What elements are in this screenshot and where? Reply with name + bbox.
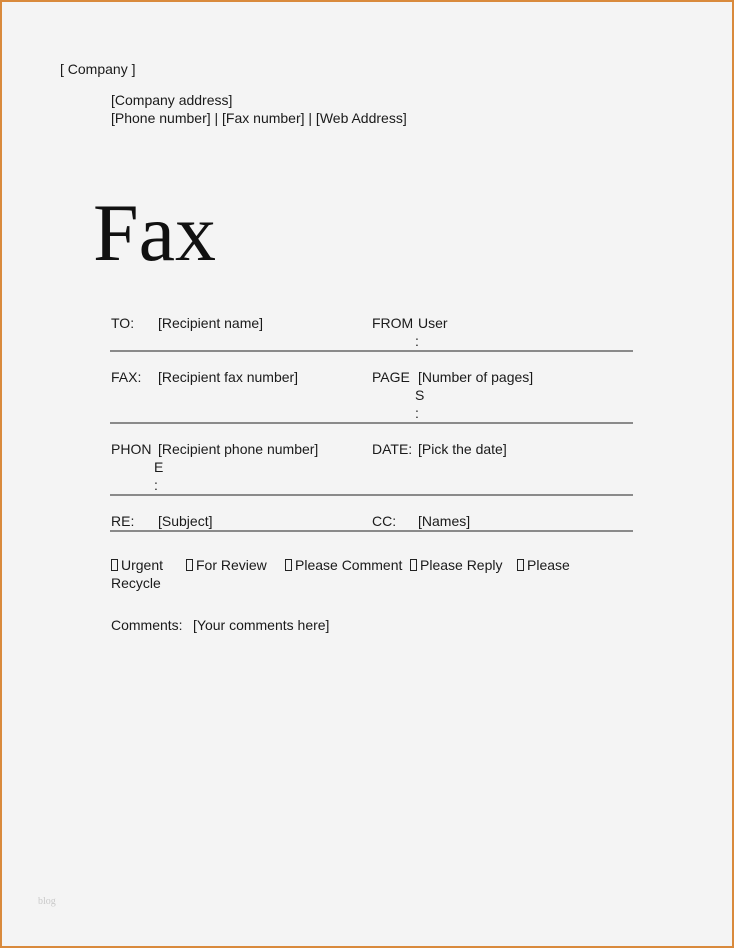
re-value[interactable]: [Subject] [158, 513, 213, 529]
company-name: [ Company ] [60, 61, 136, 77]
phone-label-line1: PHON [111, 441, 152, 457]
pages-value[interactable]: [Number of pages] [418, 369, 534, 385]
checkbox-please-recycle-label-line2: Recycle [111, 575, 161, 591]
checkbox-urgent[interactable] [111, 556, 163, 574]
fax-value[interactable]: [Recipient fax number] [158, 369, 299, 385]
from-label-colon: : [415, 333, 419, 349]
divider-rule [110, 350, 633, 352]
phone-value[interactable]: [Recipient phone number] [158, 441, 319, 457]
divider-rule [110, 530, 633, 532]
checkbox-icon[interactable] [517, 559, 524, 571]
cc-value[interactable]: [Names] [418, 513, 471, 529]
phone-label-colon: : [154, 477, 158, 493]
checkbox-icon[interactable] [186, 559, 193, 571]
divider-rule [110, 422, 633, 424]
checkbox-please-reply[interactable] [410, 556, 503, 574]
checkbox-icon[interactable] [410, 559, 417, 571]
checkbox-icon[interactable] [111, 559, 118, 571]
date-value[interactable]: [Pick the date] [418, 441, 507, 457]
company-address: [Company address] [111, 92, 233, 108]
checkbox-please-recycle[interactable] [517, 556, 570, 574]
pages-label-line1: PAGE [372, 369, 410, 385]
watermark: blog [38, 896, 56, 907]
cc-label: CC: [372, 513, 397, 529]
checkbox-for-review[interactable] [186, 556, 267, 574]
fax-label: FAX: [111, 369, 142, 385]
checkbox-please-recycle-label-line1: Please [527, 557, 570, 573]
comments-label: Comments: [111, 617, 183, 633]
checkbox-please-comment[interactable] [285, 556, 402, 574]
re-label: RE: [111, 513, 135, 529]
checkbox-please-reply-label: Please Reply [420, 557, 503, 573]
company-contact-line: [Phone number] | [Fax number] | [Web Address] [111, 110, 407, 126]
checkbox-icon[interactable] [285, 559, 292, 571]
pages-label-colon: : [415, 405, 419, 421]
to-value[interactable]: [Recipient name] [158, 315, 264, 331]
pages-label-line2: S [415, 387, 425, 403]
from-value[interactable]: User [418, 315, 448, 331]
phone-label-line2: E [154, 459, 164, 475]
checkbox-please-comment-label: Please Comment [295, 557, 403, 573]
fax-title: Fax [93, 187, 216, 278]
divider-rule [110, 494, 633, 496]
from-label: FROM [372, 315, 414, 331]
comments-value[interactable]: [Your comments here] [193, 617, 330, 633]
to-label: TO: [111, 315, 135, 331]
checkbox-for-review-label: For Review [196, 557, 267, 573]
checkbox-urgent-label: Urgent [121, 557, 164, 573]
date-label: DATE: [372, 441, 413, 457]
